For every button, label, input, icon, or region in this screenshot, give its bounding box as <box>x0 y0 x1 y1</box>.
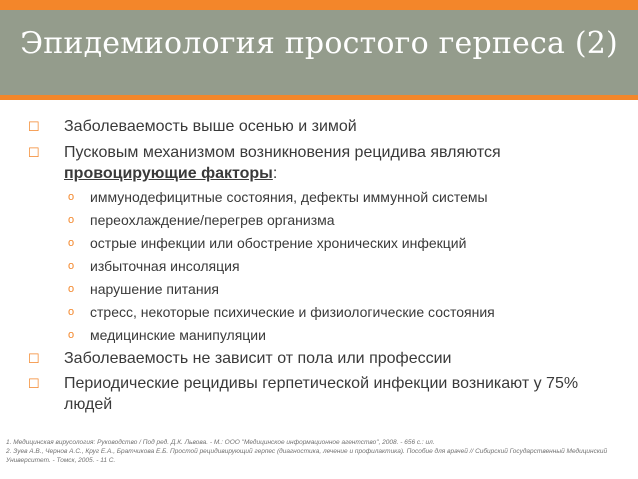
sub-bullet-text: острые инфекции или обострение хронических инфекций <box>90 235 467 251</box>
sub-bullet-item <box>68 326 612 344</box>
sub-bullet-text: нарушение питания <box>90 281 219 297</box>
bullet-item <box>28 142 600 184</box>
circle-bullet-icon: o <box>68 237 75 249</box>
sub-bullet-item <box>68 234 612 252</box>
sub-bullet-item <box>68 303 612 321</box>
checkbox-bullet-icon: ☐ <box>28 351 40 366</box>
sub-bullet-item <box>68 280 612 298</box>
bullet-text: Заболеваемость не зависит от пола или профессии <box>64 350 452 367</box>
title-underline <box>0 95 638 100</box>
checkbox-bullet-icon: ☐ <box>28 119 40 134</box>
bullet-text: Периодические рецидивы герпетической инфекции возникают у 75% людей <box>64 375 579 413</box>
circle-bullet-icon: o <box>68 260 75 272</box>
references <box>6 438 632 465</box>
sub-bullet-text: стресс, некоторые психические и физиологические состояния <box>90 304 495 320</box>
circle-bullet-icon: o <box>68 329 75 341</box>
sub-bullet-item <box>68 257 612 275</box>
circle-bullet-icon: o <box>68 283 75 295</box>
circle-bullet-icon: o <box>68 191 75 203</box>
bullet-text-part: : <box>272 165 278 182</box>
bullet-item <box>28 116 600 137</box>
bullet-text-part: Пусковым механизмом возникновения рецидива являются <box>64 144 501 161</box>
bullet-text: Заболеваемость выше осенью и зимой <box>64 118 357 135</box>
slide-title: Эпидемиология простого герпеса (2) <box>20 26 618 61</box>
sub-bullet-item <box>68 188 612 206</box>
bullet-text <box>40 142 600 184</box>
sub-bullet-item <box>68 211 612 229</box>
sub-bullet-text: переохлаждение/перегрев организма <box>90 212 335 228</box>
circle-bullet-icon: o <box>68 214 75 226</box>
bullet-item <box>28 348 600 369</box>
reference-item: 2. Зуев А.В., Чернов А.С., Круг Е.А., Братчикова Е.Б. Простой рецидивирующий герпес (диагностика, лечение и профилактика). Пособие для врачей // Сибирский Государственный Медицинский Университет. - Томск, 2005. - 11 С. <box>6 448 608 464</box>
top-accent-bar <box>0 0 638 10</box>
checkbox-bullet-icon: ☐ <box>28 145 40 160</box>
bullet-item <box>28 373 600 415</box>
sub-bullet-text: медицинские манипуляции <box>90 327 266 343</box>
checkbox-bullet-icon: ☐ <box>28 376 40 391</box>
circle-bullet-icon: o <box>68 306 75 318</box>
sub-bullet-text: иммунодефицитные состояния, дефекты иммунной системы <box>90 189 488 205</box>
reference-item: 1. Медицинская вирусология: Руководство / Под ред. Д.К. Львова. - М.: ООО "Медицинское информационное агентство", 2008. - 656 с.: ил. <box>6 439 435 446</box>
bullet-emphasis: провоцирующие факторы <box>64 165 273 182</box>
sub-bullet-text: избыточная инсоляция <box>90 258 240 274</box>
